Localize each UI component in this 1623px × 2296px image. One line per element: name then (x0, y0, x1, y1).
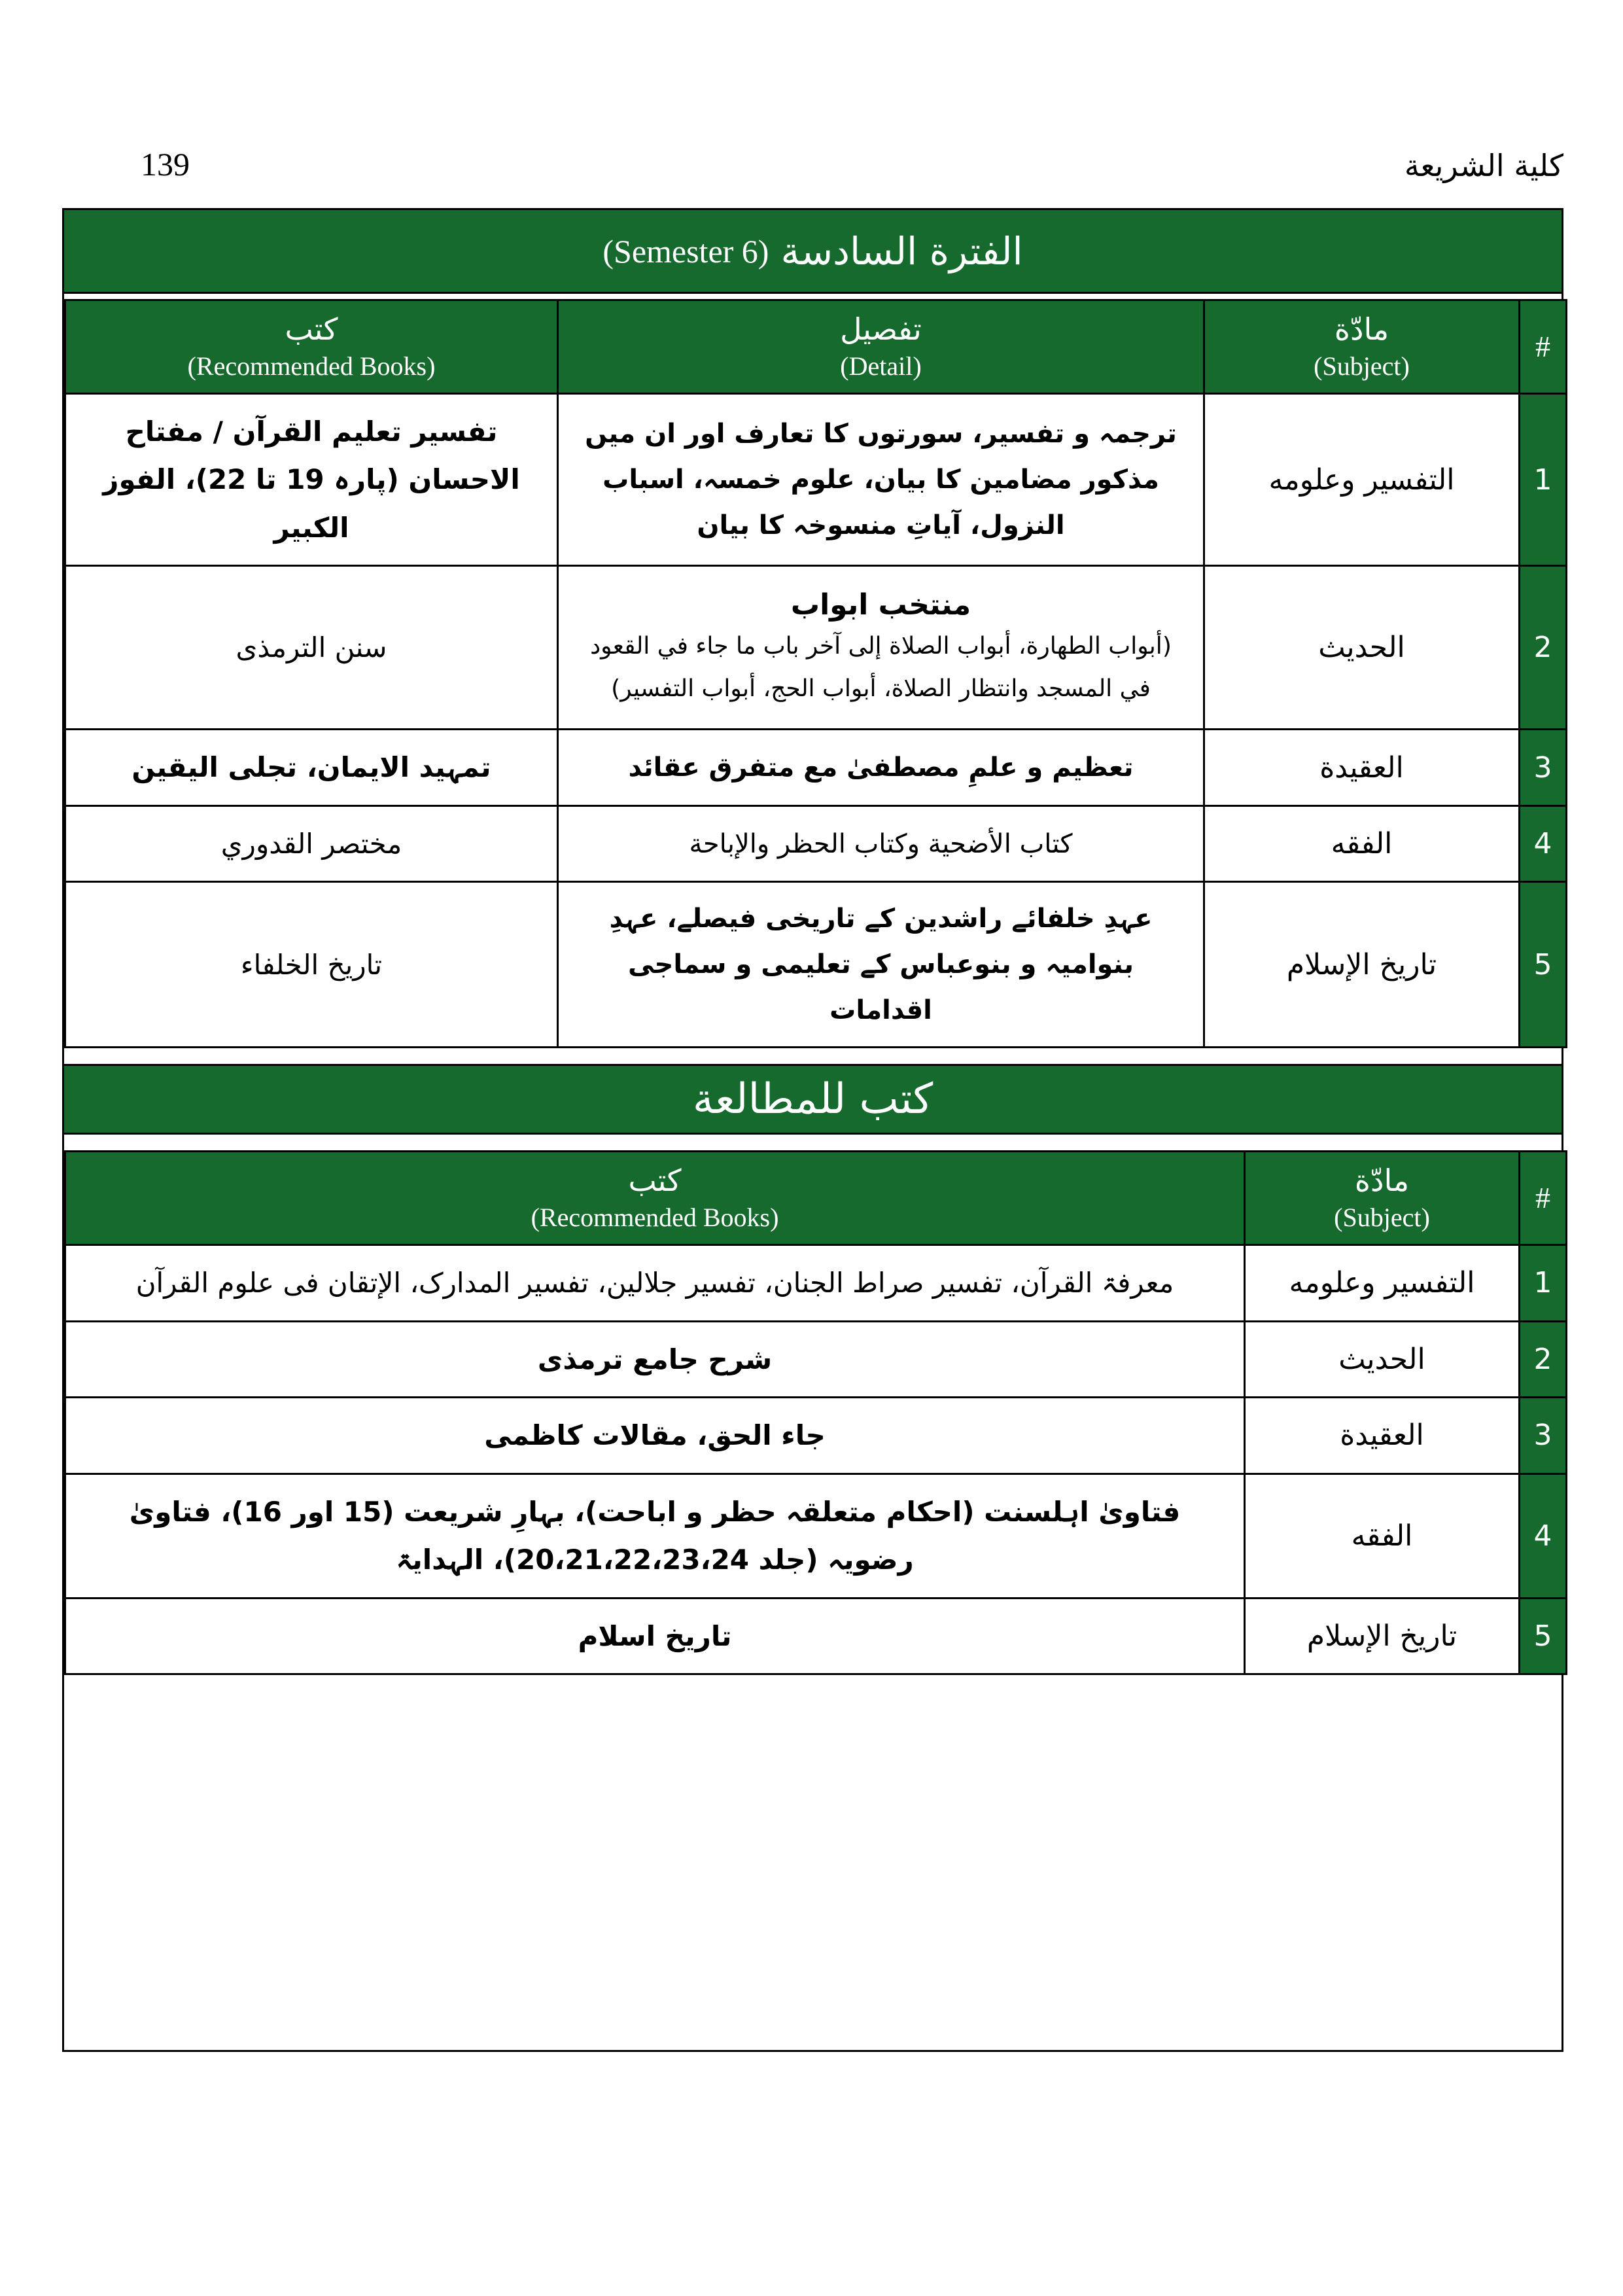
table-row (65, 1474, 1567, 1598)
column-header-detail (558, 300, 1204, 394)
subject-cell: الحديث (1245, 1321, 1520, 1398)
table-row (65, 1398, 1567, 1474)
spacer (64, 294, 1562, 299)
semester-title-english: (Semester 6) (602, 232, 769, 270)
semester-table-header-row (65, 300, 1567, 394)
table-row (65, 393, 1567, 566)
spacer (64, 1048, 1562, 1064)
books-cell: تمہید الایمان، تجلی الیقین (65, 730, 558, 806)
subject-cell: الفقه (1204, 805, 1520, 882)
number-header-label: # (1535, 330, 1550, 363)
subject-cell: التفسير وعلومه (1245, 1245, 1520, 1322)
subject-header-arabic: مادّة (1354, 1163, 1410, 1199)
row-number: 3 (1520, 730, 1567, 806)
subject-cell: تاريخ الإسلام (1245, 1598, 1520, 1674)
column-header-number (1520, 300, 1567, 394)
page-number: 139 (141, 146, 190, 183)
semester-title-arabic: الفترة السادسة (780, 228, 1023, 274)
books-cell: تفسیر تعلیم القرآن / مفتاح الاحسان (پارہ 19 تا 22)، الفوز الکبیر (65, 393, 558, 566)
reading-books-banner: كتب للمطالعة (64, 1064, 1562, 1135)
books-cell: شرح جامع ترمذی (65, 1321, 1245, 1398)
subject-header-english: (Subject) (1334, 1203, 1430, 1233)
semester-table (64, 299, 1567, 1048)
row-number: 5 (1520, 882, 1567, 1048)
row-number: 5 (1520, 1598, 1567, 1674)
table-row (65, 566, 1567, 730)
row-number: 4 (1520, 805, 1567, 882)
content-frame (62, 208, 1563, 2052)
books-cell: فتاویٰ اہلسنت (احکام متعلقہ حظر و اباحت)، بہارِ شریعت (15 اور 16)، فتاویٰ رضویہ (جلد 20،21،22،23،24)، الہدایۃ (65, 1474, 1245, 1598)
books-cell: معرفۃ القرآن، تفسیر صراط الجنان، تفسیر جلالین، تفسیر المدارک، الإتقان فی علوم القرآن (65, 1245, 1245, 1322)
books-cell: تاریخ اسلام (65, 1598, 1245, 1674)
table-row (65, 1245, 1567, 1322)
books-cell: سنن الترمذى (65, 566, 558, 730)
column-header-books (65, 300, 558, 394)
table-row (65, 730, 1567, 806)
books-header-arabic: كتب (285, 311, 338, 347)
row-number: 1 (1520, 1245, 1567, 1322)
subject-cell: العقيدة (1204, 730, 1520, 806)
detail-cell: كتاب الأضحية وكتاب الحظر والإباحة (558, 805, 1204, 882)
column-header-subject (1204, 300, 1520, 394)
detail-header-arabic: تفصيل (840, 311, 922, 347)
detail-header-english: (Detail) (840, 351, 922, 381)
subject-cell: التفسير وعلومه (1204, 393, 1520, 566)
books-cell: مختصر القدوري (65, 805, 558, 882)
column-header-number (1520, 1152, 1567, 1245)
detail-cell: ترجمہ و تفسیر، سورتوں کا تعارف اور ان میں مذکور مضامین کا بیان، علوم خمسہ، اسباب النزول، آیاتِ منسوخہ کا بیان (558, 393, 1204, 566)
books-header-arabic: كتب (628, 1163, 682, 1199)
books-cell: جاء الحق، مقالات کاظمی (65, 1398, 1245, 1474)
faculty-title: كلية الشريعة (1404, 148, 1563, 183)
books-cell: تاريخ الخلفاء (65, 882, 558, 1048)
row-number: 3 (1520, 1398, 1567, 1474)
subject-cell: تاريخ الإسلام (1204, 882, 1520, 1048)
reading-table-header-row (65, 1152, 1567, 1245)
table-row (65, 1321, 1567, 1398)
detail-subtext: (أبواب الطهارة، أبواب الصلاة إلى آخر باب ما جاء في القعود في المسجد وانتظار الصلاة، أبواب الحج، أبواب التفسير) (590, 632, 1172, 702)
row-number: 2 (1520, 566, 1567, 730)
row-number: 2 (1520, 1321, 1567, 1398)
books-header-english: (Recommended Books) (531, 1203, 779, 1233)
number-header-label: # (1535, 1181, 1550, 1215)
table-row (65, 1598, 1567, 1674)
subject-cell: العقيدة (1245, 1398, 1520, 1474)
detail-title: منتخب ابواب (790, 588, 971, 622)
subject-header-english: (Subject) (1314, 351, 1410, 381)
table-row (65, 882, 1567, 1048)
table-row (65, 805, 1567, 882)
column-header-subject (1245, 1152, 1520, 1245)
subject-cell: الحديث (1204, 566, 1520, 730)
spacer (64, 1135, 1562, 1150)
detail-cell (558, 566, 1204, 730)
semester-title-bar (64, 210, 1562, 294)
row-number: 4 (1520, 1474, 1567, 1598)
subject-header-arabic: مادّة (1334, 311, 1389, 347)
row-number: 1 (1520, 393, 1567, 566)
column-header-books (65, 1152, 1245, 1245)
page-header (62, 145, 1563, 183)
reading-books-table (64, 1150, 1567, 1675)
detail-cell: تعظیم و علمِ مصطفیٰ مع متفرق عقائد (558, 730, 1204, 806)
detail-cell: عہدِ خلفائے راشدین کے تاریخی فیصلے، عہدِ بنوامیہ و بنوعباس کے تعلیمی و سماجی اقدامات (558, 882, 1204, 1048)
subject-cell: الفقه (1245, 1474, 1520, 1598)
books-header-english: (Recommended Books) (187, 351, 436, 381)
